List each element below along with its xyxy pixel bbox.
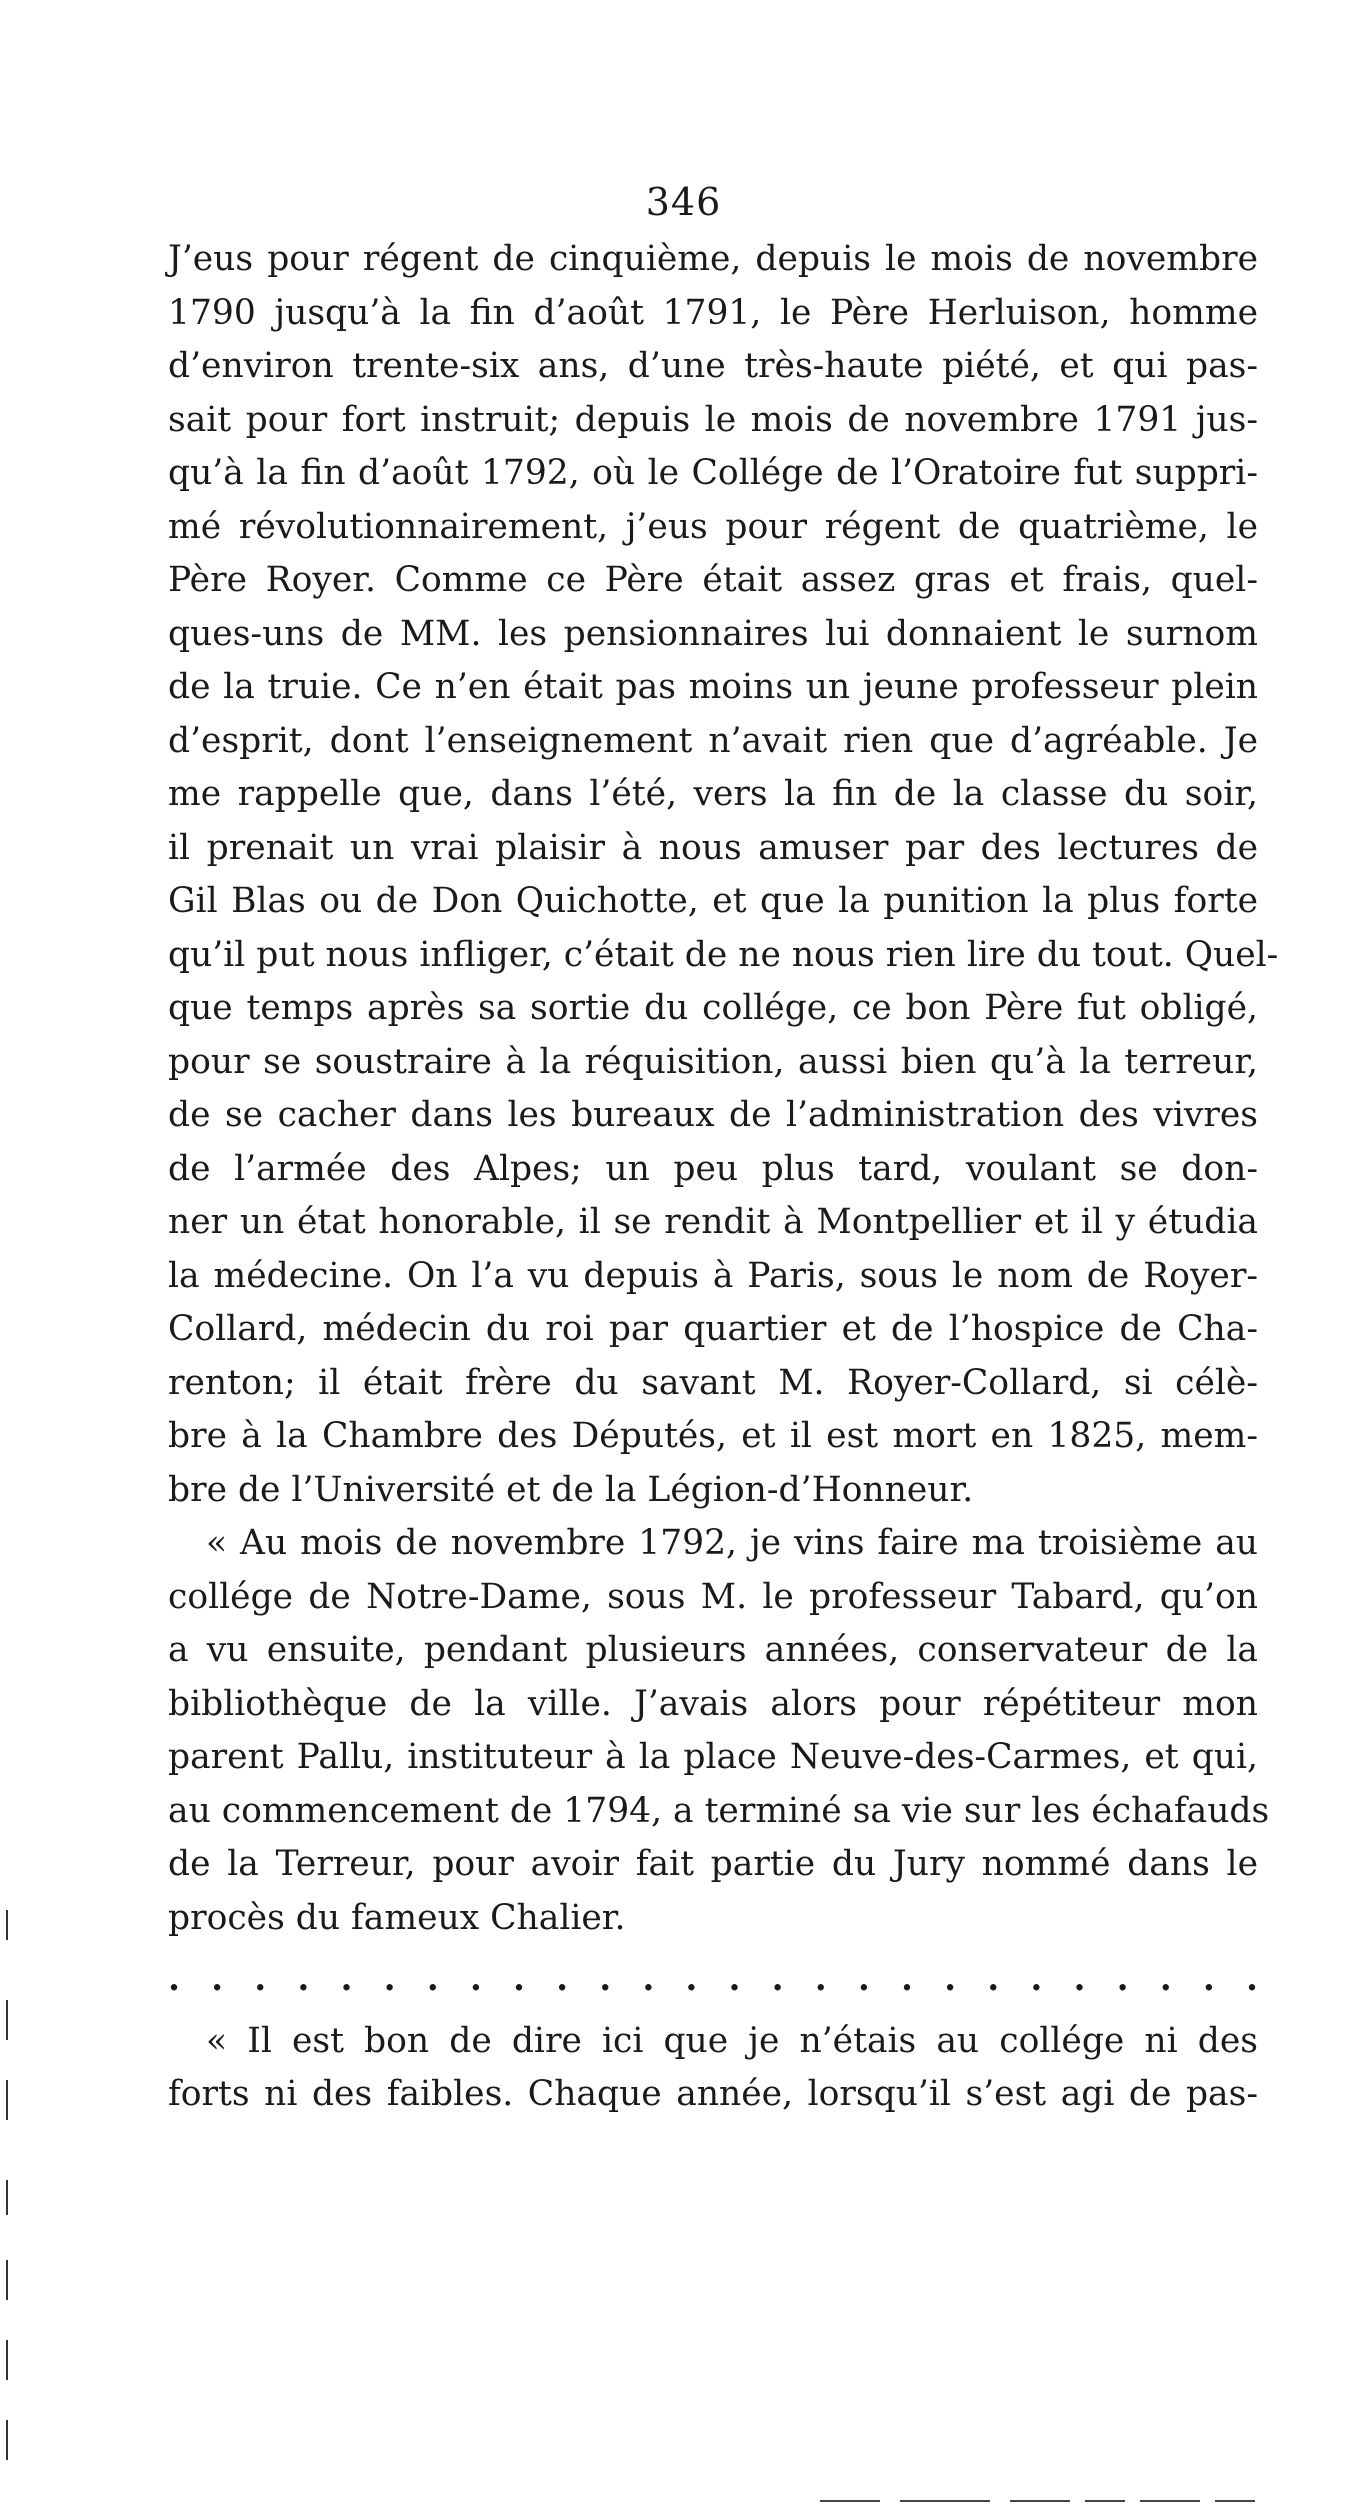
text-line: « Au mois de novembre 1792, je vins faire ma troisième au <box>206 1523 1258 1563</box>
text-line: Gil Blas ou de Don Quichotte, et que la punition la plus forte <box>168 881 1258 921</box>
text-line: pour se soustraire à la réquisition, aussi bien qu’à la terreur, <box>168 1041 1258 1082</box>
text-line: 1790 jusqu’à la fin d’août 1791, le Père Herluison, homme <box>168 292 1258 333</box>
text-line: d’esprit, dont l’enseignement n’avait rien que d’agréable. Je <box>168 720 1258 761</box>
text-line: qu’il put nous infliger, c’était de ne nous rien lire du tout. Quel- <box>168 934 1279 975</box>
text-line: la médecine. On l’a vu depuis à Paris, sous le nom de Royer- <box>168 1255 1258 1296</box>
text-line: renton; il était frère du savant M. Royer-Collard, si célè- <box>168 1362 1258 1403</box>
text-line: que temps après sa sortie du collége, ce bon Père fut obligé, <box>168 988 1258 1028</box>
text-line: bibliothèque de la ville. J’avais alors pour répétiteur mon <box>168 1683 1258 1724</box>
text-line: parent Pallu, instituteur à la place Neuve-des-Carmes, et qui, <box>168 1737 1258 1777</box>
text-line: procès du fameux Chalier. <box>168 1897 626 1938</box>
text-line: au commencement de 1794, a terminé sa vie sur les échafauds <box>168 1790 1270 1831</box>
scan-rule <box>1085 2500 1125 2502</box>
scan-artifact <box>6 2180 8 2215</box>
scan-artifact <box>6 1910 8 1940</box>
scan-artifact <box>6 2420 8 2460</box>
text-line: qu’à la fin d’août 1792, où le Collége de l’Oratoire fut suppri- <box>168 453 1258 493</box>
text-line: de se cacher dans les bureaux de l’administration des vivres <box>168 1095 1258 1135</box>
text-line: me rappelle que, dans l’été, vers la fin de la classe du soir, <box>168 774 1258 814</box>
text-line: J’eus pour régent de cinquième, depuis le mois de novembre <box>168 239 1258 279</box>
scan-artifact <box>6 2340 8 2380</box>
text-line: ques-uns de MM. les pensionnaires lui donnaient le surnom <box>168 613 1258 654</box>
body-text <box>168 233 1279 2122</box>
page-number: 346 <box>645 180 722 224</box>
text-line: Collard, médecin du roi par quartier et de l’hospice de Cha- <box>168 1309 1258 1349</box>
scan-rule <box>820 2500 880 2502</box>
text-line: a vu ensuite, pendant plusieurs années, conservateur de la <box>168 1630 1258 1670</box>
scan-rule <box>1140 2500 1200 2502</box>
text-line: bre de l’Université et de la Légion-d’Honneur. <box>168 1469 974 1510</box>
text-line: il prenait un vrai plaisir à nous amuser par des lectures de <box>168 827 1258 868</box>
text-line: mé révolutionnairement, j’eus pour régent de quatrième, le <box>168 506 1258 547</box>
ellipsis-separator: . . . . . . . . . . . . . . . . . . . . . . . . . . <box>168 1959 1258 1999</box>
text-line: sait pour fort instruit; depuis le mois de novembre 1791 jus- <box>168 399 1258 440</box>
scan-rule <box>900 2500 990 2502</box>
scan-artifact <box>6 2000 8 2040</box>
text-line: de la Terreur, pour avoir fait partie du Jury nommé dans le <box>168 1844 1258 1884</box>
text-line: de la truie. Ce n’en était pas moins un jeune professeur plein <box>168 667 1258 707</box>
scan-rule <box>1215 2500 1255 2502</box>
text-line: bre à la Chambre des Députés, et il est mort en 1825, mem- <box>168 1416 1258 1456</box>
text-line: forts ni des faibles. Chaque année, lorsqu’il s’est agi de pas- <box>168 2074 1258 2114</box>
text-line: ner un état honorable, il se rendit à Montpellier et il y étudia <box>168 1202 1258 1242</box>
scan-rule <box>1010 2500 1070 2502</box>
text-line: de l’armée des Alpes; un peu plus tard, voulant se don- <box>168 1148 1258 1189</box>
text-line: « Il est bon de dire ici que je n’étais au collége ni des <box>206 2020 1258 2061</box>
text-line: Père Royer. Comme ce Père était assez gras et frais, quel- <box>168 560 1258 600</box>
scan-artifact <box>6 2080 8 2120</box>
text-line: d’environ trente-six ans, d’une très-haute piété, et qui pas- <box>168 346 1258 386</box>
scan-artifact <box>6 2260 8 2300</box>
text-line: collége de Notre-Dame, sous M. le professeur Tabard, qu’on <box>168 1576 1258 1617</box>
